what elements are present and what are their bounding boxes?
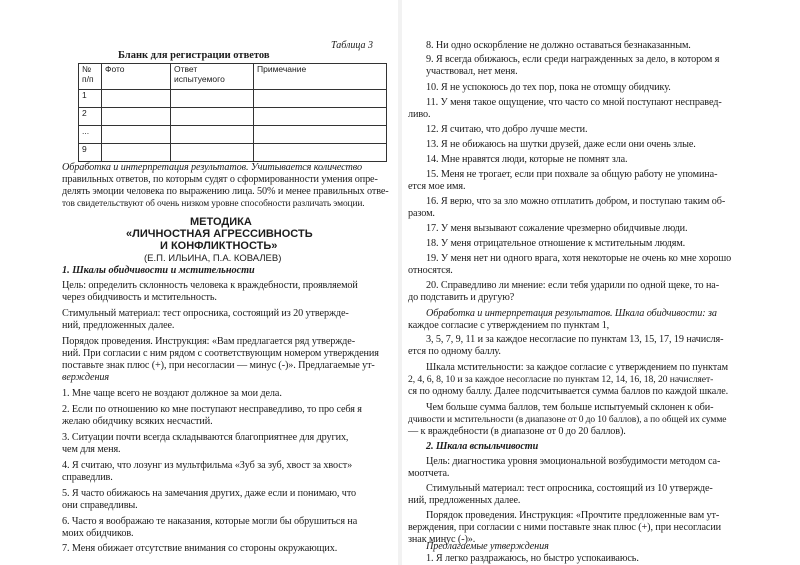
table-header-cell: Ответ испытуемого bbox=[171, 64, 254, 90]
body-line: каждое согласие с утверждением по пунктам 1, bbox=[408, 320, 610, 331]
body-line: ся по одному баллу. Далее подсчитывается сумма баллов по каждой шкале. bbox=[408, 386, 729, 397]
body-line: через обидчивость и мстительность. bbox=[62, 292, 217, 303]
statement-item: относятся. bbox=[408, 265, 453, 276]
statement-item: участвовал, нет меня. bbox=[426, 66, 518, 77]
section-2-title: 2. Шкала вспыльчивости bbox=[426, 441, 539, 452]
method-authors: (Е.П. ИЛЬИНА, П.А. КОВАЛЕВ) bbox=[144, 253, 282, 264]
statement-item: 20. Справедливо ли мнение: если тебя ударили по одной щеке, то на- bbox=[426, 280, 720, 291]
statement-item: желаю обидчику всяких несчастий. bbox=[62, 416, 213, 427]
table-cell: 9 bbox=[79, 144, 102, 162]
statement-item: 14. Мне нравятся люди, которые не помнят зла. bbox=[426, 154, 628, 165]
statement-item: 11. У меня такое ощущение, что часто со мной поступают несправед- bbox=[426, 97, 722, 108]
body-line: Стимульный материал: тест опросника, состоящий из 10 утвержде- bbox=[426, 483, 713, 494]
statement-item: 8. Ни одно оскорбление не должно оставаться безнаказанным. bbox=[426, 40, 691, 51]
body-line: верждения, при согласии с ними поставьте знак плюс (+), при несогласии bbox=[408, 522, 722, 533]
body-line: ний, предложенных далее. bbox=[62, 320, 175, 331]
body-line: Цель: определить склонность человека к враждебности, проявляемой bbox=[62, 280, 358, 291]
body-line: Обработка и интерпретация результатов. Шкала обидчивости: за bbox=[426, 308, 717, 319]
body-line: ется по одному баллу. bbox=[408, 346, 501, 357]
statement-item: разом. bbox=[408, 208, 435, 219]
table-row bbox=[79, 90, 387, 108]
body-line: знак минус (-)». bbox=[408, 534, 476, 545]
statement-item: 6. Часто я воображаю те наказания, которые могли бы обрушиться на bbox=[62, 516, 358, 527]
processing-line: Обработка и интерпретация результатов. Учитывается количество bbox=[62, 162, 362, 173]
body-line: Стимульный материал: тест опросника, состоящий из 20 утвержде- bbox=[62, 308, 349, 319]
body-line: моотчета. bbox=[408, 468, 450, 479]
table-header-cell: № п/п bbox=[79, 64, 102, 90]
body-line: ний, предложенных далее. bbox=[408, 495, 521, 506]
body-line: Предлагаемые утверждения bbox=[426, 541, 549, 552]
processing-line: делять эмоции человека по выражению лица. 50% и менее правильных отве- bbox=[62, 186, 389, 197]
statement-item: 12. Я считаю, что добро лучше мести. bbox=[426, 124, 588, 135]
statement-item: 16. Я верю, что за зло можно отплатить добром, и поступаю таким об- bbox=[426, 196, 726, 207]
right-page bbox=[400, 0, 800, 565]
section-1-title: 1. Шкалы обидчивости и мстительности bbox=[62, 265, 255, 276]
table-cell: 2 bbox=[79, 108, 102, 126]
table-number: Таблица 3 bbox=[331, 40, 373, 51]
table-header-cell: Примечание bbox=[254, 64, 387, 90]
body-line: верждения bbox=[62, 372, 110, 383]
body-line: поставьте знак плюс (+), при несогласии — минус (-)». Предлагаемые ут- bbox=[62, 360, 375, 371]
statement-item: 1. Я легко раздражаюсь, но быстро успокаиваюсь. bbox=[426, 553, 639, 564]
statement-item: ется мое имя. bbox=[408, 181, 466, 192]
statement-item: 1. Мне чаще всего не воздают должное за мои дела. bbox=[62, 388, 282, 399]
statement-item: 19. У меня нет ни одного врага, хотя некоторые не очень ко мне хорошо bbox=[426, 253, 732, 264]
statement-item: 7. Меня обижает отсутствие внимания со стороны окружающих. bbox=[62, 543, 338, 554]
statement-item: до подставить и другую? bbox=[408, 292, 515, 303]
statement-item: 17. У меня вызывают сожаление чрезмерно обидчивые люди. bbox=[426, 223, 688, 234]
body-line: Порядок проведения. Инструкция: «Вам предлагается ряд утвержде- bbox=[62, 336, 355, 347]
method-title-2: И КОНФЛИКТНОСТЬ» bbox=[160, 240, 278, 252]
body-line: 3, 5, 7, 9, 11 и за каждое несогласие по пунктам 13, 15, 17, 19 начисля- bbox=[426, 334, 724, 345]
table-row bbox=[79, 144, 387, 162]
statement-item: ливо. bbox=[408, 109, 431, 120]
body-line: Цель: диагностика уровня эмоциональной возбудимости методом са- bbox=[426, 456, 721, 467]
table-cell: 1 bbox=[79, 90, 102, 108]
statement-item: 3. Ситуации почти всегда складываются благоприятнее для других, bbox=[62, 432, 349, 443]
statement-item: 10. Я не успокоюсь до тех пор, пока не отомщу обидчику. bbox=[426, 82, 671, 93]
statement-item: 15. Меня не трогает, если при похвале за общую работу не упомина- bbox=[426, 169, 718, 180]
statement-item: 2. Если по отношению ко мне поступают несправедливо, то про себя я bbox=[62, 404, 362, 415]
statement-item: 9. Я всегда обижаюсь, если среди награжденных за дело, в котором я bbox=[426, 54, 720, 65]
body-line: Порядок проведения. Инструкция: «Прочтите предложенные вам ут- bbox=[426, 510, 720, 521]
body-line: дчивости и мстительности (в диапазоне от 0 до 10 баллов), а по общей их сумме bbox=[408, 415, 727, 425]
body-line: Шкала мстительности: за каждое согласие с утверждением по пунктам bbox=[426, 362, 728, 373]
processing-line: правильных ответов, по которым судят о сформированности умения опре- bbox=[62, 174, 378, 185]
statement-item: справедлив. bbox=[62, 472, 113, 483]
table-header-row bbox=[79, 64, 387, 90]
table-row bbox=[79, 126, 387, 144]
processing-line: тов свидетельствуют об очень низком уровне способности различать эмоции. bbox=[62, 199, 365, 209]
table-cell: ... bbox=[79, 126, 102, 144]
statement-item: 18. У меня отрицательное отношение к мстительным людям. bbox=[426, 238, 686, 249]
body-line: ний. При согласии с ним рядом с соответствующим номером утверждения bbox=[62, 348, 379, 359]
body-line: Чем больше сумма баллов, тем больше испытуемый склонен к оби- bbox=[426, 402, 714, 413]
statement-item: они справедливы. bbox=[62, 500, 138, 511]
registration-table bbox=[78, 63, 387, 162]
body-line: 2, 4, 6, 8, 10 и за каждое несогласие по пунктам 12, 14, 16, 18, 20 начисляет- bbox=[408, 374, 714, 385]
statement-item: 5. Я часто обижаюсь на замечания других, даже если и понимаю, что bbox=[62, 488, 357, 499]
table-row bbox=[79, 108, 387, 126]
method-title-1: «ЛИЧНОСТНАЯ АГРЕССИВНОСТЬ bbox=[126, 228, 313, 240]
table-header-cell: Фото bbox=[102, 64, 171, 90]
statement-item: моих обидчиков. bbox=[62, 528, 134, 539]
table-title: Бланк для регистрации ответов bbox=[118, 50, 270, 61]
method-heading: МЕТОДИКА bbox=[190, 216, 252, 228]
statement-item: чем для меня. bbox=[62, 444, 121, 455]
body-line: — к враждебности (в диапазоне от 0 до 20 баллов). bbox=[408, 426, 626, 437]
statement-item: 13. Я не обижаюсь на шутки друзей, даже если они очень злые. bbox=[426, 139, 696, 150]
statement-item: 4. Я считаю, что лозунг из мультфильма «Зуб за зуб, хвост за хвост» bbox=[62, 460, 353, 471]
